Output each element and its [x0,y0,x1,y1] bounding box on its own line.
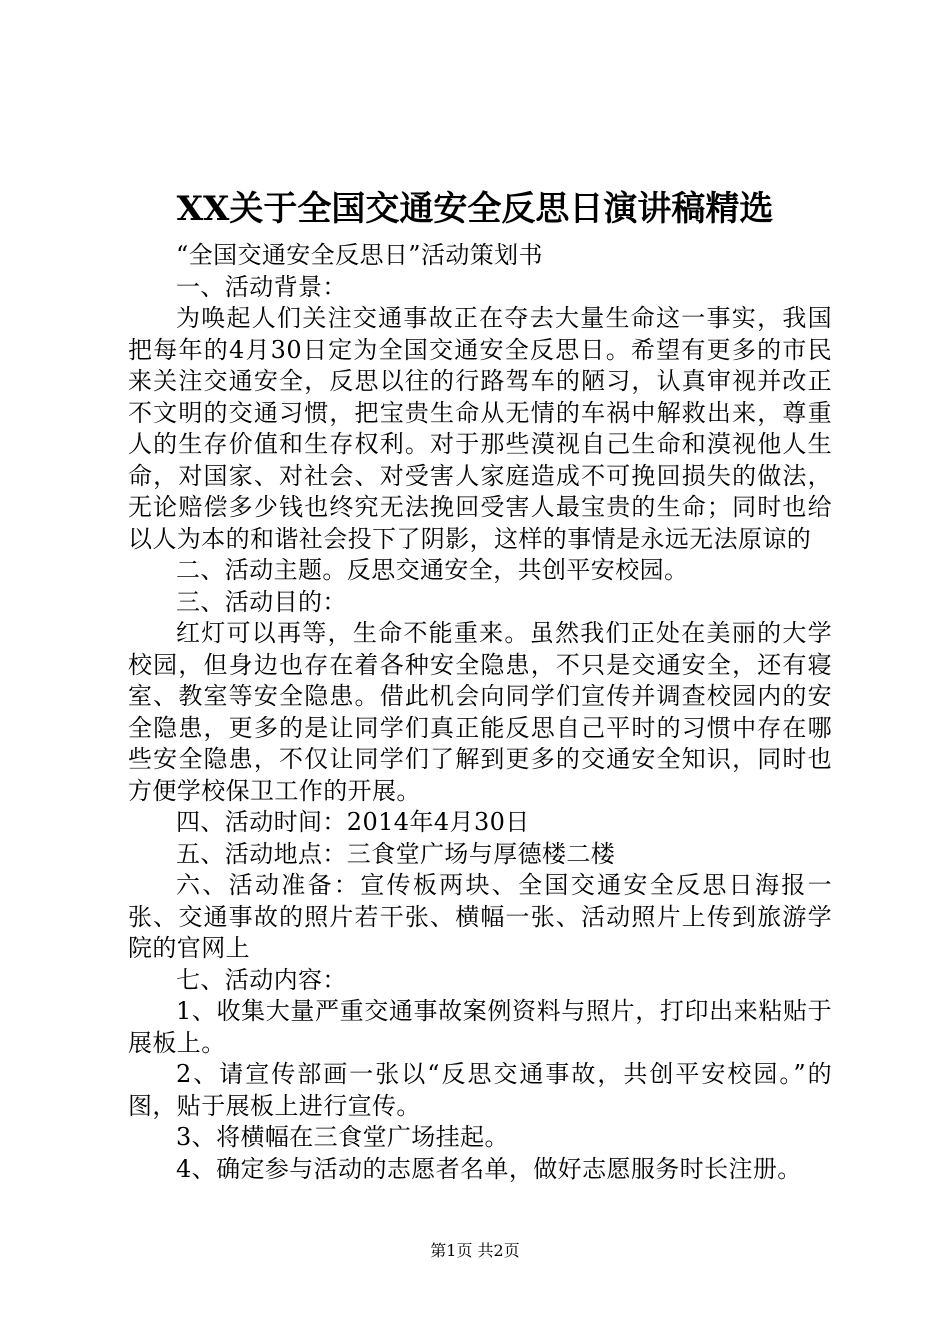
paragraph-section-6: 六、活动准备：宣传板两块、全国交通安全反思日海报一张、交通事故的照片若干张、横幅一张、活动照片上传到旅游学院的官网上 [128,871,832,962]
paragraph-background: 为唤起人们关注交通事故正在夺去大量生命这一事实，我国把每年的4月30日定为全国交通安全反思日。希望有更多的市民来关注交通安全，反思以往的行路驾车的陋习，认真审视并改正不文明的交通习惯，把宝贵生命从无情的车祸中解救出来，尊重人的生存价值和生存权利。对于那些漠视自己生命和漠视他人生命，对国家、对社会、对受害人家庭造成不可挽回损失的做法，无论赔偿多少钱也终究无法挽回受害人最宝贵的生命；同时也给以人为本的和谐社会投下了阴影，这样的事情是永远无法原谅的 [128,304,832,553]
paragraph-section-7: 七、活动内容： [176,965,347,994]
page-footer: 第1页 共2页 [430,1241,520,1260]
paragraph-heading: “全国交通安全反思日”活动策划书 [176,241,543,269]
paragraph-section-3: 三、活动目的： [176,587,347,616]
paragraph-item-4: 4、确定参与活动的志愿者名单，做好志愿服务时长注册。 [176,1154,802,1183]
paragraph-item-1: 1、收集大量严重交通事故案例资料与照片，打印出来粘贴于展板上。 [128,997,832,1057]
document-title: XX关于全国交通安全反思日演讲稿精选 [176,189,774,229]
paragraph-item-3: 3、将横幅在三食堂广场挂起。 [176,1123,509,1151]
paragraph-section-5: 五、活动地点：三食堂广场与厚德楼二楼 [176,839,616,868]
paragraph-purpose: 红灯可以再等，生命不能重来。虽然我们正处在美丽的大学校园，但身边也存在着各种安全隐患，不只是交通安全，还有寝室、教室等安全隐患。借此机会向同学们宣传并调查校园内的安全隐患，更多的是让同学们真正能反思自己平时的习惯中存在哪些安全隐患，不仅让同学们了解到更多的交通安全知识，同时也方便学校保卫工作的开展。 [128,619,832,805]
paragraph-section-4: 四、活动时间：2014年4月30日 [176,808,530,836]
paragraph-section-1: 一、活动背景： [176,272,347,301]
paragraph-item-2: 2、请宣传部画一张以“反思交通事故，共创平安校园。”的图，贴于展板上进行宣传。 [128,1060,832,1120]
paragraph-section-2: 二、活动主题。反思交通安全，共创平安校园。 [176,556,689,584]
document-body [128,240,832,1185]
